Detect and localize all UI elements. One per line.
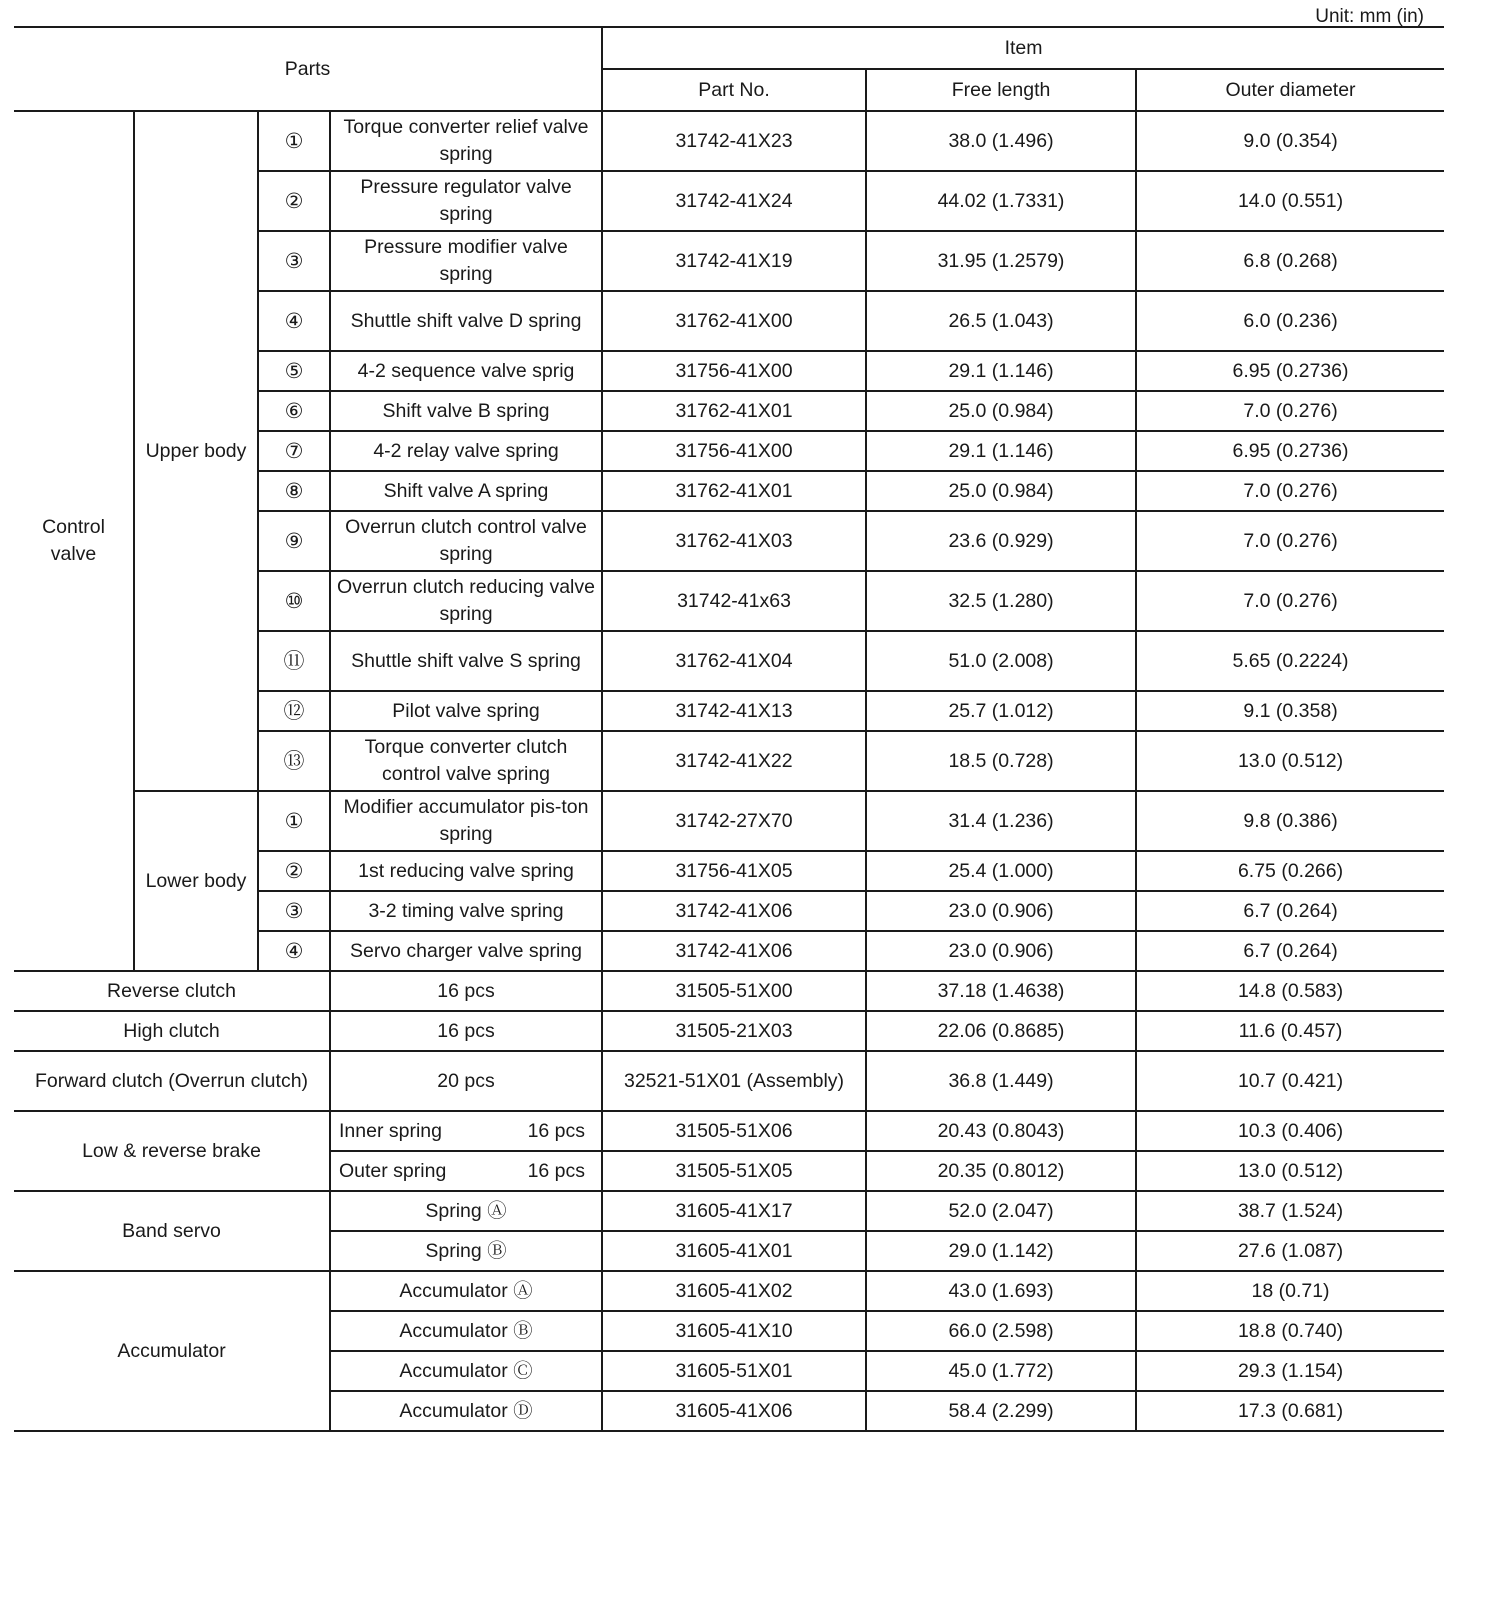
free-length: 20.35 (0.8012) <box>866 1151 1136 1191</box>
outer-diameter: 7.0 (0.276) <box>1136 511 1444 571</box>
item-number: ② <box>258 171 330 231</box>
sub-item: Accumulator Ⓓ <box>330 1391 602 1431</box>
spring-type: Inner spring <box>339 1119 442 1142</box>
outer-diameter: 6.0 (0.236) <box>1136 291 1444 351</box>
sub-item: Spring Ⓐ <box>330 1191 602 1231</box>
item-number: ④ <box>258 291 330 351</box>
part-name: Pressure regulator valve spring <box>330 171 602 231</box>
outer-diameter: 38.7 (1.524) <box>1136 1191 1444 1231</box>
sub-item: Accumulator Ⓐ <box>330 1271 602 1311</box>
free-length: 29.0 (1.142) <box>866 1231 1136 1271</box>
part-name: Modifier accumulator pis-ton spring <box>330 791 602 851</box>
quantity: 16 pcs <box>330 1011 602 1051</box>
item-number: ⑪ <box>258 631 330 691</box>
item-number: ③ <box>258 231 330 291</box>
clutch-name: Forward clutch (Overrun clutch) <box>14 1051 330 1111</box>
table-row <box>14 971 1444 1011</box>
outer-diameter: 18.8 (0.740) <box>1136 1311 1444 1351</box>
unit-label: Unit: mm (in) <box>1315 6 1424 27</box>
outer-diameter: 27.6 (1.087) <box>1136 1231 1444 1271</box>
part-number: 31742-41x63 <box>602 571 866 631</box>
part-number: 31505-21X03 <box>602 1011 866 1051</box>
quantity: 16 pcs <box>527 1119 586 1142</box>
brake-sub-row <box>330 1111 602 1151</box>
accumulator-name: Accumulator <box>14 1271 330 1431</box>
outer-diameter: 13.0 (0.512) <box>1136 731 1444 791</box>
free-length: 25.7 (1.012) <box>866 691 1136 731</box>
outer-diameter: 9.0 (0.354) <box>1136 111 1444 171</box>
free-length: 23.0 (0.906) <box>866 931 1136 971</box>
quantity: 20 pcs <box>330 1051 602 1111</box>
free-length: 23.6 (0.929) <box>866 511 1136 571</box>
part-name: Torque converter relief valve spring <box>330 111 602 171</box>
outer-diameter: 5.65 (0.2224) <box>1136 631 1444 691</box>
clutch-name: High clutch <box>14 1011 330 1051</box>
part-number: 31505-51X06 <box>602 1111 866 1151</box>
item-number: ⑫ <box>258 691 330 731</box>
free-length: 52.0 (2.047) <box>866 1191 1136 1231</box>
part-number: 31756-41X05 <box>602 851 866 891</box>
free-length: 38.0 (1.496) <box>866 111 1136 171</box>
part-number: 31762-41X01 <box>602 391 866 431</box>
sub-item: Accumulator Ⓒ <box>330 1351 602 1391</box>
part-number: 31742-41X06 <box>602 931 866 971</box>
part-name: Overrun clutch reducing valve spring <box>330 571 602 631</box>
part-number: 31742-27X70 <box>602 791 866 851</box>
part-number: 31742-41X24 <box>602 171 866 231</box>
outer-diameter: 11.6 (0.457) <box>1136 1011 1444 1051</box>
outer-diameter: 10.3 (0.406) <box>1136 1111 1444 1151</box>
free-length: 44.02 (1.7331) <box>866 171 1136 231</box>
part-number: 31505-51X05 <box>602 1151 866 1191</box>
part-name: Pressure modifier valve spring <box>330 231 602 291</box>
part-number: 31605-51X01 <box>602 1351 866 1391</box>
band-servo-name: Band servo <box>14 1191 330 1271</box>
header-parts: Parts <box>14 27 602 111</box>
table-row <box>14 1111 1444 1151</box>
part-number: 32521-51X01 (Assembly) <box>602 1051 866 1111</box>
header-outer-diameter: Outer diameter <box>1136 69 1444 111</box>
quantity: 16 pcs <box>330 971 602 1011</box>
part-name: Servo charger valve spring <box>330 931 602 971</box>
free-length: 31.95 (1.2579) <box>866 231 1136 291</box>
part-number: 31756-41X00 <box>602 431 866 471</box>
sub-item: Spring Ⓑ <box>330 1231 602 1271</box>
part-number: 31762-41X01 <box>602 471 866 511</box>
outer-diameter: 6.95 (0.2736) <box>1136 351 1444 391</box>
outer-diameter: 10.7 (0.421) <box>1136 1051 1444 1111</box>
outer-diameter: 13.0 (0.512) <box>1136 1151 1444 1191</box>
quantity: 16 pcs <box>527 1159 586 1182</box>
table-row <box>14 1051 1444 1111</box>
item-number: ⑨ <box>258 511 330 571</box>
outer-diameter: 6.7 (0.264) <box>1136 931 1444 971</box>
outer-diameter: 18 (0.71) <box>1136 1271 1444 1311</box>
free-length: 32.5 (1.280) <box>866 571 1136 631</box>
sub-item: Accumulator Ⓑ <box>330 1311 602 1351</box>
item-number: ③ <box>258 891 330 931</box>
free-length: 66.0 (2.598) <box>866 1311 1136 1351</box>
part-number: 31605-41X17 <box>602 1191 866 1231</box>
brake-name: Low & reverse brake <box>14 1111 330 1191</box>
outer-diameter: 29.3 (1.154) <box>1136 1351 1444 1391</box>
part-number: 31742-41X13 <box>602 691 866 731</box>
free-length: 37.18 (1.4638) <box>866 971 1136 1011</box>
brake-sub-row <box>330 1151 602 1191</box>
item-number: ① <box>258 111 330 171</box>
outer-diameter: 6.75 (0.266) <box>1136 851 1444 891</box>
part-name: Shift valve B spring <box>330 391 602 431</box>
item-number: ⑥ <box>258 391 330 431</box>
group-upper-body: Upper body <box>134 111 258 791</box>
outer-diameter: 9.8 (0.386) <box>1136 791 1444 851</box>
outer-diameter: 6.7 (0.264) <box>1136 891 1444 931</box>
part-number: 31742-41X06 <box>602 891 866 931</box>
free-length: 18.5 (0.728) <box>866 731 1136 791</box>
free-length: 23.0 (0.906) <box>866 891 1136 931</box>
part-number: 31756-41X00 <box>602 351 866 391</box>
item-number: ⑧ <box>258 471 330 511</box>
spring-type: Outer spring <box>339 1159 447 1182</box>
header-part-no: Part No. <box>602 69 866 111</box>
header-free-length: Free length <box>866 69 1136 111</box>
part-name: 3-2 timing valve spring <box>330 891 602 931</box>
part-number: 31605-41X01 <box>602 1231 866 1271</box>
part-name: Torque converter clutch control valve spring <box>330 731 602 791</box>
free-length: 26.5 (1.043) <box>866 291 1136 351</box>
free-length: 45.0 (1.772) <box>866 1351 1136 1391</box>
item-number: ⑤ <box>258 351 330 391</box>
part-name: Shift valve A spring <box>330 471 602 511</box>
item-number: ⑩ <box>258 571 330 631</box>
table-row <box>14 111 1444 171</box>
table-row <box>14 1271 1444 1311</box>
item-number: ① <box>258 791 330 851</box>
part-number: 31742-41X23 <box>602 111 866 171</box>
header-item: Item <box>602 27 1444 69</box>
part-number: 31742-41X19 <box>602 231 866 291</box>
part-name: 4-2 sequence valve sprig <box>330 351 602 391</box>
free-length: 25.0 (0.984) <box>866 391 1136 431</box>
free-length: 51.0 (2.008) <box>866 631 1136 691</box>
outer-diameter: 6.95 (0.2736) <box>1136 431 1444 471</box>
free-length: 58.4 (2.299) <box>866 1391 1136 1431</box>
free-length: 31.4 (1.236) <box>866 791 1136 851</box>
free-length: 36.8 (1.449) <box>866 1051 1136 1111</box>
group-lower-body: Lower body <box>134 791 258 971</box>
item-number: ④ <box>258 931 330 971</box>
part-name: Pilot valve spring <box>330 691 602 731</box>
clutch-name: Reverse clutch <box>14 971 330 1011</box>
outer-diameter: 6.8 (0.268) <box>1136 231 1444 291</box>
part-number: 31605-41X02 <box>602 1271 866 1311</box>
outer-diameter: 7.0 (0.276) <box>1136 471 1444 511</box>
part-name: 4-2 relay valve spring <box>330 431 602 471</box>
part-number: 31762-41X00 <box>602 291 866 351</box>
table-row <box>14 791 1444 851</box>
outer-diameter: 14.0 (0.551) <box>1136 171 1444 231</box>
free-length: 25.0 (0.984) <box>866 471 1136 511</box>
free-length: 43.0 (1.693) <box>866 1271 1136 1311</box>
table-row <box>14 1191 1444 1231</box>
part-number: 31742-41X22 <box>602 731 866 791</box>
outer-diameter: 9.1 (0.358) <box>1136 691 1444 731</box>
free-length: 29.1 (1.146) <box>866 351 1136 391</box>
free-length: 29.1 (1.146) <box>866 431 1136 471</box>
outer-diameter: 14.8 (0.583) <box>1136 971 1444 1011</box>
part-number: 31762-41X04 <box>602 631 866 691</box>
free-length: 20.43 (0.8043) <box>866 1111 1136 1151</box>
part-name: Overrun clutch control valve spring <box>330 511 602 571</box>
part-name: Shuttle shift valve D spring <box>330 291 602 351</box>
part-number: 31762-41X03 <box>602 511 866 571</box>
part-name: 1st reducing valve spring <box>330 851 602 891</box>
free-length: 22.06 (0.8685) <box>866 1011 1136 1051</box>
group-control-valve: Control valve <box>14 111 134 971</box>
part-number: 31605-41X10 <box>602 1311 866 1351</box>
free-length: 25.4 (1.000) <box>866 851 1136 891</box>
item-number: ② <box>258 851 330 891</box>
outer-diameter: 17.3 (0.681) <box>1136 1391 1444 1431</box>
outer-diameter: 7.0 (0.276) <box>1136 391 1444 431</box>
part-name: Shuttle shift valve S spring <box>330 631 602 691</box>
spring-spec-table <box>14 26 1444 1432</box>
outer-diameter: 7.0 (0.276) <box>1136 571 1444 631</box>
table-row <box>14 1011 1444 1051</box>
item-number: ⑬ <box>258 731 330 791</box>
part-number: 31605-41X06 <box>602 1391 866 1431</box>
part-number: 31505-51X00 <box>602 971 866 1011</box>
item-number: ⑦ <box>258 431 330 471</box>
